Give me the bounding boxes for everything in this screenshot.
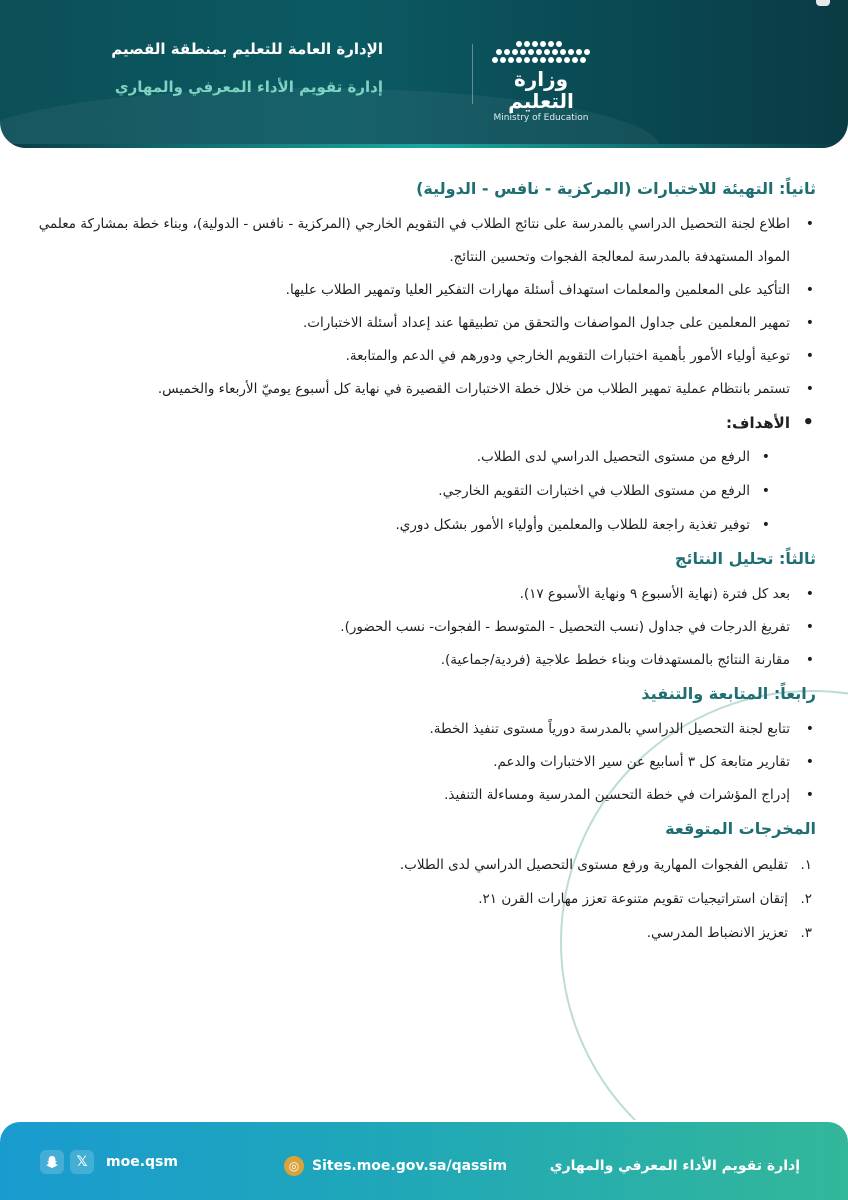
x-icon[interactable]: 𝕏	[70, 1150, 94, 1174]
list-item: • الرفع من مستوى الطلاب في اختبارات التقويم الخارجي.	[30, 474, 772, 508]
item-number: ٢.	[800, 891, 812, 907]
section-title-followup: رابعاً: المتابعة والتنفيذ	[641, 684, 816, 703]
corner-mark	[816, 0, 830, 6]
item-text: إتقان استراتيجيات تقويم متنوعة تعزز مهارات القرن ٢١.	[478, 891, 788, 907]
footer-social	[40, 1150, 178, 1174]
list-item: • تقارير متابعة كل ٣ أسابيع عن سير الاختبارات والدعم.	[30, 746, 816, 779]
list-item: • مقارنة النتائج بالمستهدفات وبناء خطط علاجية (فردية/جماعية).	[30, 644, 816, 677]
section-title-prep: ثانياً: التهيئة للاختبارات (المركزية - نافس - الدولية)	[416, 179, 816, 198]
document-body	[30, 176, 816, 950]
page-footer	[0, 1122, 848, 1200]
list-item: • التأكيد على المعلمين والمعلمات استهداف أسئلة مهارات التفكير العليا وتمهير الطلاب عليها.	[30, 274, 816, 307]
list-item	[30, 882, 816, 916]
header-divider	[472, 44, 473, 104]
header-accent-line	[0, 144, 848, 148]
list-item: • بعد كل فترة (نهاية الأسبوع ٩ ونهاية الأسبوع ١٧).	[30, 578, 816, 611]
globe-icon: ◎	[284, 1156, 304, 1176]
list-item: • تتابع لجنة التحصيل الدراسي بالمدرسة دورياً مستوى تنفيذ الخطة.	[30, 713, 816, 746]
analysis-list	[30, 578, 816, 677]
list-item: • توعية أولياء الأمور بأهمية اختبارات التقويم الخارجي ودورهم في الدعم والمتابعة.	[30, 340, 816, 373]
footer-website[interactable]	[284, 1156, 507, 1176]
snapchat-icon[interactable]	[40, 1150, 64, 1174]
dept-name: إدارة تقويم الأداء المعرفي والمهاري	[114, 78, 383, 96]
goals-list	[30, 440, 816, 542]
list-item	[30, 916, 816, 950]
social-handle[interactable]: moe.qsm	[106, 1154, 178, 1170]
logo-english-name: Ministry of Education	[493, 113, 589, 123]
item-text: تعزيز الانضباط المدرسي.	[646, 925, 788, 941]
list-item: • تمهير المعلمين على جداول المواصفات والتحقق من تطبيقها عند إعداد أسئلة الاختبارات.	[30, 307, 816, 340]
outcomes-list	[30, 848, 816, 950]
ministry-logo	[486, 40, 596, 123]
goals-heading: • الأهداف:	[30, 406, 816, 440]
list-item: • اطلاع لجنة التحصيل الدراسي بالمدرسة على نتائج الطلاب في التقويم الخارجي (المركزية - نافس - الدولية)، وبناء خطة بمشاركة معلمي المواد المستهدفة بالمدرسة لمعالجة الفجوات وتحسين النتائج.	[30, 208, 816, 274]
prep-list	[30, 208, 816, 406]
followup-list	[30, 713, 816, 812]
list-item: • تستمر بانتظام عملية تمهير الطلاب من خلال خطة الاختبارات القصيرة في نهاية كل أسبوع يوميّ الأربعاء والخميس.	[30, 373, 816, 406]
website-url[interactable]: Sites.moe.gov.sa/qassim	[312, 1158, 508, 1174]
list-item: • تفريغ الدرجات في جداول (نسب التحصيل - المتوسط - الفجوات- نسب الحضور).	[30, 611, 816, 644]
list-item: • الرفع من مستوى التحصيل الدراسي لدى الطلاب.	[30, 440, 772, 474]
logo-arabic-name: وزارة التعليم	[508, 67, 574, 113]
item-number: ١.	[800, 857, 812, 873]
list-item	[30, 848, 816, 882]
item-text: تقليص الفجوات المهارية ورفع مستوى التحصيل الدراسي لدى الطلاب.	[399, 857, 788, 873]
list-item: • إدراج المؤشرات في خطة التحسين المدرسية ومساءلة التنفيذ.	[30, 779, 816, 812]
org-name: الإدارة العامة للتعليم بمنطقة القصيم	[111, 40, 383, 58]
section-title-outcomes: المخرجات المتوقعة	[665, 819, 816, 838]
logo-dots-icon	[489, 40, 593, 66]
list-item: • توفير تغذية راجعة للطلاب والمعلمين وأولياء الأمور بشكل دوري.	[30, 508, 772, 542]
item-number: ٣.	[800, 925, 812, 941]
page-header	[0, 0, 848, 148]
footer-dept-name: إدارة تقويم الأداء المعرفي والمهاري	[549, 1158, 800, 1174]
section-title-analysis: ثالثاً: تحليل النتائج	[674, 549, 816, 568]
